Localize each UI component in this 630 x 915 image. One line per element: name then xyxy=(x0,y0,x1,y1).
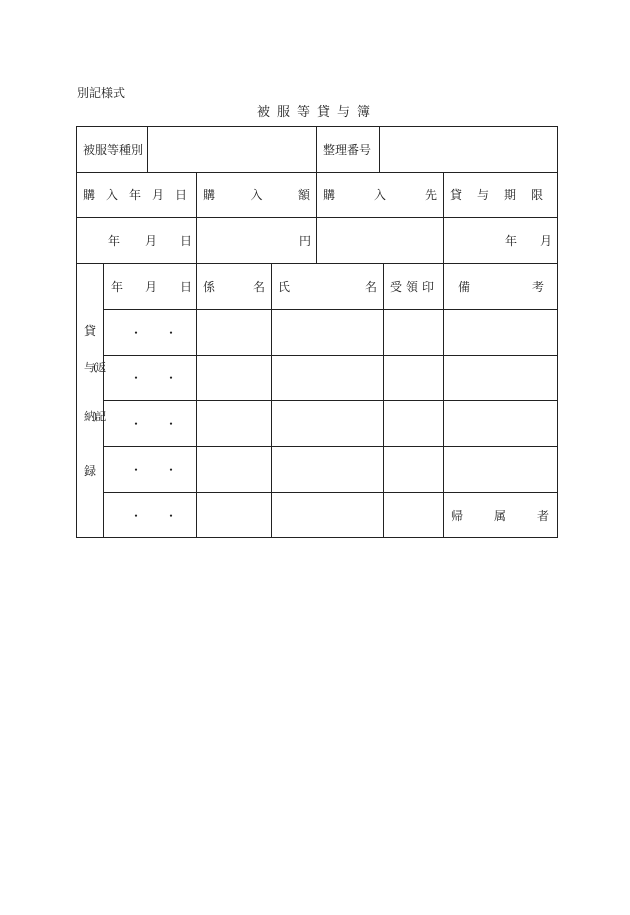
month-unit: 月 xyxy=(145,280,158,294)
period-month-unit: 月 xyxy=(540,234,553,248)
purchase-source-field[interactable] xyxy=(316,217,443,263)
record-label-char: 録 xyxy=(84,464,97,478)
clothing-type-label: 被服等種別 xyxy=(83,143,144,157)
remarks-cell[interactable] xyxy=(443,400,558,446)
yen-unit: 円 xyxy=(299,234,312,248)
loan-return-record-label-cell xyxy=(76,263,103,538)
receipt-seal-cell[interactable] xyxy=(383,446,443,492)
serial-number-label: 整理番号 xyxy=(323,143,372,157)
loan-period-field[interactable] xyxy=(443,217,558,263)
date-separator: ・ xyxy=(130,509,143,523)
remarks-char: 考 xyxy=(531,280,544,294)
form-label: 別記様式 xyxy=(77,86,126,100)
receipt-seal-cell[interactable] xyxy=(383,492,443,538)
record-date-cell[interactable] xyxy=(103,492,196,538)
purchase-date-label-cell xyxy=(76,172,199,217)
date-separator: ・ xyxy=(165,417,178,431)
purchase-source-label-char: 購 xyxy=(323,188,336,202)
record-label-char: 与(返 xyxy=(84,361,105,374)
purchase-amount-label-cell xyxy=(196,172,316,217)
person-in-charge-char: 係 xyxy=(203,280,216,294)
person-in-charge-cell[interactable] xyxy=(196,355,271,400)
purchase-source-label-char: 先 xyxy=(424,188,437,202)
purchase-source-label-char: 入 xyxy=(373,188,386,202)
remarks-cell[interactable] xyxy=(443,355,558,400)
remarks-char: 備 xyxy=(458,280,471,294)
record-date-cell[interactable] xyxy=(103,309,196,355)
person-in-charge-cell[interactable] xyxy=(196,492,271,538)
month-unit: 月 xyxy=(145,234,158,248)
date-separator: ・ xyxy=(165,326,178,340)
period-year-unit: 年 xyxy=(505,234,518,248)
person-in-charge-cell[interactable] xyxy=(196,309,271,355)
form-title: 被服等貸与簿 xyxy=(256,105,377,120)
year-unit: 年 xyxy=(111,280,124,294)
remarks-cell[interactable] xyxy=(443,446,558,492)
year-unit: 年 xyxy=(108,234,121,248)
record-date-cell[interactable] xyxy=(103,446,196,492)
remarks-header xyxy=(443,263,558,309)
receipt-seal-label: 受領印 xyxy=(390,280,439,294)
date-separator: ・ xyxy=(130,371,143,385)
person-in-charge-header xyxy=(196,263,271,309)
purchase-amount-field[interactable] xyxy=(196,217,316,263)
date-separator: ・ xyxy=(165,463,178,477)
name-cell[interactable] xyxy=(271,400,383,446)
day-unit: 日 xyxy=(180,280,193,294)
clothing-type-field[interactable] xyxy=(147,126,316,172)
receipt-seal-cell[interactable] xyxy=(383,400,443,446)
clothing-type-label-cell xyxy=(76,126,147,172)
purchase-date-label: 購入年月日 xyxy=(83,188,199,202)
day-unit: 日 xyxy=(180,234,193,248)
name-header xyxy=(271,263,383,309)
record-date-header xyxy=(103,263,196,309)
purchase-date-field[interactable] xyxy=(76,217,196,263)
name-cell[interactable] xyxy=(271,446,383,492)
person-in-charge-cell[interactable] xyxy=(196,400,271,446)
date-separator: ・ xyxy=(165,371,178,385)
loan-period-label: 貸与期限 xyxy=(450,188,559,202)
date-separator: ・ xyxy=(130,463,143,477)
record-date-cell[interactable] xyxy=(103,355,196,400)
name-cell[interactable] xyxy=(271,309,383,355)
name-cell[interactable] xyxy=(271,492,383,538)
person-in-charge-cell[interactable] xyxy=(196,446,271,492)
loan-period-label-cell xyxy=(443,172,558,217)
receipt-seal-header xyxy=(383,263,443,309)
serial-number-field[interactable] xyxy=(379,126,558,172)
date-separator: ・ xyxy=(130,326,143,340)
remarks-cell[interactable] xyxy=(443,309,558,355)
record-label-char: 貸 xyxy=(84,324,97,338)
record-label-char: 納)記 xyxy=(84,410,105,423)
purchase-amount-label-char: 購 xyxy=(203,188,216,202)
name-char: 氏 xyxy=(278,280,291,294)
receipt-seal-cell[interactable] xyxy=(383,309,443,355)
purchase-source-label-cell xyxy=(316,172,443,217)
date-separator: ・ xyxy=(130,417,143,431)
loan-ledger-table xyxy=(76,126,581,538)
purchase-amount-label-char: 入 xyxy=(250,188,263,202)
person-in-charge-char: 名 xyxy=(252,280,265,294)
owner-label: 帰属者 xyxy=(451,509,581,523)
name-cell[interactable] xyxy=(271,355,383,400)
serial-number-label-cell xyxy=(316,126,379,172)
receipt-seal-cell[interactable] xyxy=(383,355,443,400)
name-char: 名 xyxy=(364,280,377,294)
date-separator: ・ xyxy=(165,509,178,523)
record-date-cell[interactable] xyxy=(103,400,196,446)
owner-cell[interactable] xyxy=(443,492,581,538)
purchase-amount-label-char: 額 xyxy=(297,188,310,202)
